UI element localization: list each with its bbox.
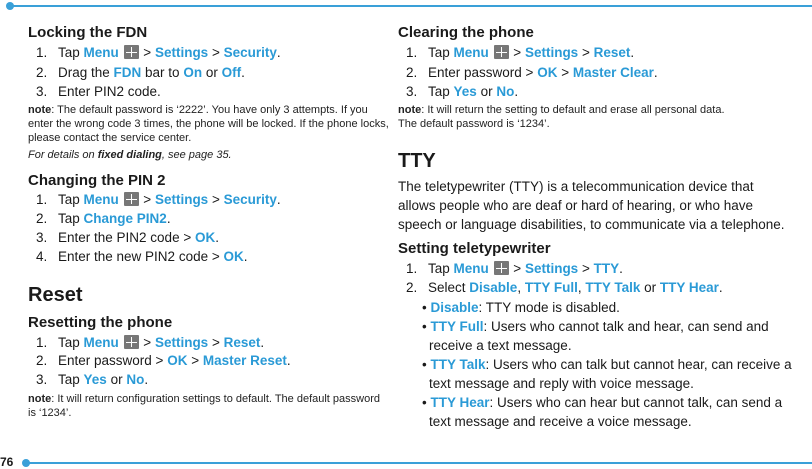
bullet-item: • TTY Talk: Users who can talk but cannot hear, can receive a bbox=[422, 357, 792, 372]
bullet-item: • TTY Full: Users who cannot talk and hear, can send and bbox=[422, 319, 769, 334]
off-link[interactable]: Off bbox=[221, 65, 242, 80]
section-title-resetting-phone: Resetting the phone bbox=[28, 314, 173, 331]
bottom-rule-dot bbox=[22, 459, 30, 467]
bullet-item: • TTY Hear: Users who can hear but cannot talk, can send a bbox=[422, 395, 783, 410]
section-title-changing-pin2: Changing the PIN 2 bbox=[28, 172, 166, 189]
top-rule-dot bbox=[6, 2, 14, 10]
step: 3. Enter the PIN2 code > OK. bbox=[36, 230, 219, 245]
chapter-heading-tty: TTY bbox=[398, 150, 436, 172]
ok-link[interactable]: OK bbox=[167, 353, 188, 368]
note-line: is ‘1234’. bbox=[28, 407, 72, 419]
step: 2. Enter password > OK > Master Clear. bbox=[406, 65, 658, 80]
step: 2. Tap Change PIN2. bbox=[36, 211, 171, 226]
menu-grid-icon bbox=[124, 335, 139, 349]
yes-link[interactable]: Yes bbox=[83, 372, 107, 387]
note: note: It will return configuration settings to default. The default password bbox=[28, 393, 380, 405]
step: 2. Enter password > OK > Master Reset. bbox=[36, 353, 291, 368]
bullet-item: • Disable: TTY mode is disabled. bbox=[422, 300, 620, 315]
change-pin2-link[interactable]: Change PIN2 bbox=[83, 211, 167, 226]
step: 1. Tap Menu > Settings > Security. bbox=[36, 45, 281, 60]
ok-link[interactable]: OK bbox=[537, 65, 558, 80]
step: 1. Tap Menu > Settings > Security. bbox=[36, 192, 281, 207]
note: note: The default password is ‘2222’. You have only 3 attempts. If you bbox=[28, 104, 368, 116]
yes-link[interactable]: Yes bbox=[453, 84, 477, 99]
tty-talk-link[interactable]: TTY Talk bbox=[585, 280, 641, 295]
step: 1. Tap Menu > Settings > TTY. bbox=[406, 261, 623, 276]
chapter-heading-reset: Reset bbox=[28, 284, 83, 306]
settings-link[interactable]: Settings bbox=[154, 192, 209, 207]
disable-link[interactable]: Disable bbox=[469, 280, 518, 295]
bullet-continuation: text message and receive a voice message. bbox=[429, 414, 692, 429]
tty-hear-link[interactable]: TTY Hear bbox=[430, 395, 490, 410]
menu-link[interactable]: Menu bbox=[453, 261, 489, 276]
security-link[interactable]: Security bbox=[223, 45, 277, 60]
page-reference: For details on fixed dialing, see page 35. bbox=[28, 149, 232, 161]
menu-grid-icon bbox=[494, 261, 509, 275]
settings-link[interactable]: Settings bbox=[154, 335, 209, 350]
section-title-locking-fdn: Locking the FDN bbox=[28, 24, 148, 41]
step: 1. Tap Menu > Settings > Reset. bbox=[406, 45, 635, 60]
tty-hear-link[interactable]: TTY Hear bbox=[659, 280, 719, 295]
settings-link[interactable]: Settings bbox=[524, 261, 579, 276]
step: 1. Tap Menu > Settings > Reset. bbox=[36, 335, 265, 350]
section-title-setting-teletypewriter: Setting teletypewriter bbox=[398, 240, 551, 257]
on-link[interactable]: On bbox=[183, 65, 203, 80]
step: 3. Tap Yes or No. bbox=[36, 372, 149, 387]
reset-link[interactable]: Reset bbox=[223, 335, 261, 350]
section-title-clearing-phone: Clearing the phone bbox=[398, 24, 534, 41]
tty-talk-link[interactable]: TTY Talk bbox=[430, 357, 486, 372]
note: note: It will return the setting to default and erase all personal data. bbox=[398, 104, 725, 116]
paragraph-line: allows people who are deaf or hard of hearing, or who have bbox=[398, 198, 753, 213]
step: 3. Enter PIN2 code. bbox=[36, 84, 161, 99]
step: 2. Drag the FDN bar to On or Off. bbox=[36, 65, 245, 80]
no-link[interactable]: No bbox=[126, 372, 145, 387]
menu-link[interactable]: Menu bbox=[83, 192, 119, 207]
paragraph-line: speech or language disabilities, to communicate via a telephone. bbox=[398, 217, 785, 232]
note-line: please contact the service center. bbox=[28, 132, 192, 144]
top-rule bbox=[12, 5, 812, 7]
step: 3. Tap Yes or No. bbox=[406, 84, 519, 99]
disable-link[interactable]: Disable bbox=[430, 300, 479, 315]
menu-link[interactable]: Menu bbox=[83, 335, 119, 350]
settings-link[interactable]: Settings bbox=[154, 45, 209, 60]
bullet-continuation: receive a text message. bbox=[429, 338, 572, 353]
page-number: 76 bbox=[0, 455, 14, 469]
menu-grid-icon bbox=[494, 45, 509, 59]
ok-link[interactable]: OK bbox=[223, 249, 244, 264]
no-link[interactable]: No bbox=[496, 84, 515, 99]
menu-link[interactable]: Menu bbox=[83, 45, 119, 60]
menu-link[interactable]: Menu bbox=[453, 45, 489, 60]
menu-grid-icon bbox=[124, 192, 139, 206]
security-link[interactable]: Security bbox=[223, 192, 277, 207]
note-line: enter the wrong code 3 times, the phone will be locked. If the phone locks, bbox=[28, 118, 389, 130]
master-clear-link[interactable]: Master Clear bbox=[572, 65, 654, 80]
bottom-rule bbox=[28, 462, 812, 464]
tty-link[interactable]: TTY bbox=[593, 261, 620, 276]
master-reset-link[interactable]: Master Reset bbox=[202, 353, 287, 368]
note-line: The default password is ‘1234’. bbox=[398, 118, 550, 130]
fdn-link[interactable]: FDN bbox=[113, 65, 142, 80]
paragraph-line: The teletypewriter (TTY) is a telecommunication device that bbox=[398, 179, 754, 194]
reset-link[interactable]: Reset bbox=[593, 45, 631, 60]
tty-full-link[interactable]: TTY Full bbox=[430, 319, 484, 334]
settings-link[interactable]: Settings bbox=[524, 45, 579, 60]
menu-grid-icon bbox=[124, 45, 139, 59]
step: 4. Enter the new PIN2 code > OK. bbox=[36, 249, 248, 264]
tty-full-link[interactable]: TTY Full bbox=[524, 280, 578, 295]
bullet-continuation: text message and reply with voice message. bbox=[429, 376, 694, 391]
ok-link[interactable]: OK bbox=[194, 230, 216, 245]
step: 2. Select Disable, TTY Full, TTY Talk or TTY Hear. bbox=[406, 280, 723, 295]
